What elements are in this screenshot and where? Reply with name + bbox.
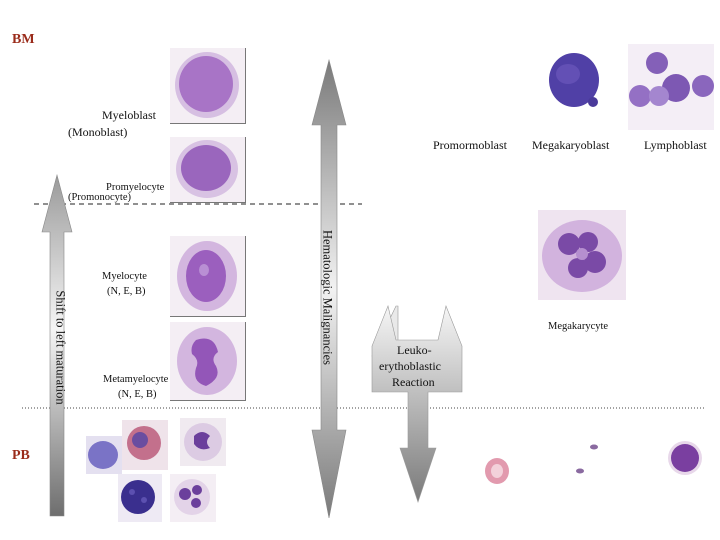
malignancy-arrow-label: Hematologic Malignancies (320, 229, 335, 366)
promonocyte-label: (Promonocyte) (68, 192, 131, 203)
myeloblast-label: Myeloblast (102, 108, 156, 122)
metamyelocyte-cell-image (170, 322, 246, 401)
rbc-cell-image (485, 458, 509, 484)
monoblast-label: (Monoblast) (68, 125, 128, 139)
metamyelocyte-types-label: (N, E, B) (118, 389, 157, 400)
myelocyte-label: Myelocyte (102, 271, 147, 282)
promyelocyte-label: Promyelocyte (106, 182, 165, 193)
megakarycyte-label: Megakarycyte (548, 321, 609, 332)
lymphocyte-cell-image (668, 441, 702, 475)
platelet-cell-images (576, 445, 598, 474)
reaction-arrow (372, 306, 462, 502)
promormoblast-label: Promormoblast (433, 138, 507, 152)
lymphoblast-cell-image (628, 44, 714, 130)
reaction-label-line1: Leuko- (397, 343, 432, 357)
promormoblast-cell-image (540, 44, 604, 116)
megakaryoblast-label: Megakaryoblast (532, 138, 610, 152)
peripheral-blood-cell-images (86, 418, 226, 522)
myelocyte-cell-image (170, 236, 246, 317)
myeloblast-cell-image (170, 48, 246, 124)
shift-left-arrow-label: Shift to left maturation (53, 290, 68, 405)
pb-zone-label: PB (12, 448, 30, 463)
bm-zone-label: BM (12, 32, 35, 47)
megakarycyte-cell-image (538, 210, 626, 300)
reaction-label-line3: Reaction (392, 375, 435, 389)
promyelocyte-cell-image (170, 137, 246, 203)
myelocyte-types-label: (N, E, B) (107, 286, 146, 297)
lymphoblast-label: Lymphoblast (644, 138, 707, 152)
metamyelocyte-label: Metamyelocyte (103, 374, 169, 385)
reaction-label-line2: erythoblastic (379, 359, 441, 373)
